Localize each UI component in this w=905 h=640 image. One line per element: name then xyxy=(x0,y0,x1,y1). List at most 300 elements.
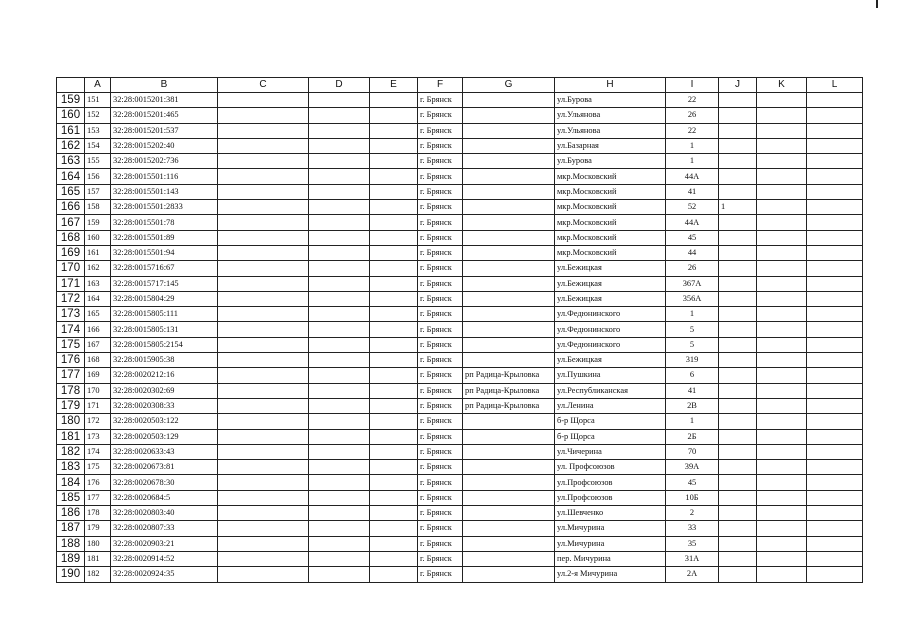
cell-j[interactable] xyxy=(719,291,757,306)
cell-settlement[interactable] xyxy=(463,245,555,260)
cell-e[interactable] xyxy=(370,353,418,368)
cell-k[interactable] xyxy=(757,398,807,413)
cell-city[interactable]: г. Брянск xyxy=(418,169,463,184)
cell-cadastral-number[interactable]: 32:28:0015805:2154 xyxy=(111,337,218,352)
cell-index[interactable]: 165 xyxy=(85,307,111,322)
cell-k[interactable] xyxy=(757,368,807,383)
cell-c[interactable] xyxy=(218,567,309,582)
cell-index[interactable]: 159 xyxy=(85,215,111,230)
cell-d[interactable] xyxy=(309,200,370,215)
cell-e[interactable] xyxy=(370,460,418,475)
cell-cadastral-number[interactable]: 32:28:0020684:5 xyxy=(111,490,218,505)
cell-house-number[interactable]: 52 xyxy=(666,200,719,215)
cell-street[interactable]: ул. Профсоюзов xyxy=(555,460,666,475)
cell-l[interactable] xyxy=(807,460,863,475)
cell-j[interactable] xyxy=(719,444,757,459)
cell-index[interactable]: 180 xyxy=(85,536,111,551)
column-header-e[interactable]: E xyxy=(370,78,418,93)
cell-settlement[interactable] xyxy=(463,444,555,459)
cell-k[interactable] xyxy=(757,444,807,459)
cell-e[interactable] xyxy=(370,551,418,566)
cell-j[interactable] xyxy=(719,261,757,276)
cell-e[interactable] xyxy=(370,261,418,276)
cell-street[interactable]: мкр.Московский xyxy=(555,184,666,199)
cell-c[interactable] xyxy=(218,154,309,169)
cell-c[interactable] xyxy=(218,444,309,459)
column-header-b[interactable]: B xyxy=(111,78,218,93)
cell-l[interactable] xyxy=(807,200,863,215)
cell-city[interactable]: г. Брянск xyxy=(418,368,463,383)
cell-k[interactable] xyxy=(757,184,807,199)
cell-c[interactable] xyxy=(218,521,309,536)
cell-j[interactable] xyxy=(719,506,757,521)
cell-cadastral-number[interactable]: 32:28:0015804:29 xyxy=(111,291,218,306)
cell-c[interactable] xyxy=(218,291,309,306)
cell-cadastral-number[interactable]: 32:28:0015201:465 xyxy=(111,108,218,123)
cell-city[interactable]: г. Брянск xyxy=(418,230,463,245)
cell-d[interactable] xyxy=(309,169,370,184)
cell-j[interactable] xyxy=(719,536,757,551)
cell-k[interactable] xyxy=(757,307,807,322)
cell-house-number[interactable]: 44А xyxy=(666,169,719,184)
cell-cadastral-number[interactable]: 32:28:0020673:81 xyxy=(111,460,218,475)
column-header-c[interactable]: C xyxy=(218,78,309,93)
cell-k[interactable] xyxy=(757,460,807,475)
cell-city[interactable]: г. Брянск xyxy=(418,337,463,352)
row-number-header[interactable]: 185 xyxy=(57,490,85,505)
cell-settlement[interactable] xyxy=(463,337,555,352)
cell-k[interactable] xyxy=(757,138,807,153)
cell-cadastral-number[interactable]: 32:28:0020803:40 xyxy=(111,506,218,521)
row-number-header[interactable]: 159 xyxy=(57,93,85,108)
cell-l[interactable] xyxy=(807,337,863,352)
cell-city[interactable]: г. Брянск xyxy=(418,291,463,306)
cell-city[interactable]: г. Брянск xyxy=(418,506,463,521)
cell-k[interactable] xyxy=(757,490,807,505)
row-number-header[interactable]: 168 xyxy=(57,230,85,245)
cell-street[interactable]: ул.Бурова xyxy=(555,154,666,169)
cell-l[interactable] xyxy=(807,307,863,322)
cell-e[interactable] xyxy=(370,245,418,260)
row-number-header[interactable]: 186 xyxy=(57,506,85,521)
cell-street[interactable]: ул.Мичурина xyxy=(555,536,666,551)
cell-d[interactable] xyxy=(309,245,370,260)
cell-street[interactable]: ул.Бежицкая xyxy=(555,291,666,306)
cell-e[interactable] xyxy=(370,429,418,444)
cell-c[interactable] xyxy=(218,551,309,566)
cell-k[interactable] xyxy=(757,353,807,368)
cell-e[interactable] xyxy=(370,368,418,383)
cell-j[interactable] xyxy=(719,475,757,490)
cell-cadastral-number[interactable]: 32:28:0015501:143 xyxy=(111,184,218,199)
cell-cadastral-number[interactable]: 32:28:0020807:33 xyxy=(111,521,218,536)
cell-house-number[interactable]: 5 xyxy=(666,337,719,352)
cell-k[interactable] xyxy=(757,414,807,429)
cell-index[interactable]: 175 xyxy=(85,460,111,475)
row-number-header[interactable]: 188 xyxy=(57,536,85,551)
cell-street[interactable]: мкр.Московский xyxy=(555,215,666,230)
cell-l[interactable] xyxy=(807,245,863,260)
cell-j[interactable] xyxy=(719,123,757,138)
cell-j[interactable] xyxy=(719,169,757,184)
cell-k[interactable] xyxy=(757,383,807,398)
cell-e[interactable] xyxy=(370,444,418,459)
cell-house-number[interactable]: 5 xyxy=(666,322,719,337)
cell-index[interactable]: 160 xyxy=(85,230,111,245)
cell-e[interactable] xyxy=(370,414,418,429)
cell-house-number[interactable]: 39А xyxy=(666,460,719,475)
cell-index[interactable]: 176 xyxy=(85,475,111,490)
cell-l[interactable] xyxy=(807,551,863,566)
cell-k[interactable] xyxy=(757,291,807,306)
column-header-l[interactable]: L xyxy=(807,78,863,93)
cell-settlement[interactable] xyxy=(463,521,555,536)
cell-house-number[interactable]: 319 xyxy=(666,353,719,368)
cell-cadastral-number[interactable]: 32:28:0020503:129 xyxy=(111,429,218,444)
cell-j[interactable] xyxy=(719,337,757,352)
cell-c[interactable] xyxy=(218,307,309,322)
cell-street[interactable]: ул.Чичерина xyxy=(555,444,666,459)
cell-d[interactable] xyxy=(309,138,370,153)
cell-l[interactable] xyxy=(807,506,863,521)
row-number-header[interactable]: 173 xyxy=(57,307,85,322)
cell-c[interactable] xyxy=(218,138,309,153)
cell-house-number[interactable]: 31А xyxy=(666,551,719,566)
row-number-header[interactable]: 162 xyxy=(57,138,85,153)
cell-d[interactable] xyxy=(309,215,370,230)
cell-street[interactable]: ул.Федюнинского xyxy=(555,322,666,337)
cell-street[interactable]: пер. Мичурина xyxy=(555,551,666,566)
cell-k[interactable] xyxy=(757,276,807,291)
cell-c[interactable] xyxy=(218,123,309,138)
cell-e[interactable] xyxy=(370,154,418,169)
cell-e[interactable] xyxy=(370,108,418,123)
cell-house-number[interactable]: 26 xyxy=(666,108,719,123)
cell-k[interactable] xyxy=(757,551,807,566)
row-number-header[interactable]: 183 xyxy=(57,460,85,475)
cell-city[interactable]: г. Брянск xyxy=(418,551,463,566)
cell-j[interactable] xyxy=(719,215,757,230)
cell-j[interactable] xyxy=(719,93,757,108)
cell-l[interactable] xyxy=(807,215,863,230)
cell-d[interactable] xyxy=(309,276,370,291)
cell-city[interactable]: г. Брянск xyxy=(418,444,463,459)
cell-house-number[interactable]: 41 xyxy=(666,184,719,199)
cell-d[interactable] xyxy=(309,322,370,337)
cell-index[interactable]: 174 xyxy=(85,444,111,459)
cell-c[interactable] xyxy=(218,398,309,413)
cell-l[interactable] xyxy=(807,123,863,138)
cell-street[interactable]: ул.Бежицкая xyxy=(555,261,666,276)
column-header-f[interactable]: F xyxy=(418,78,463,93)
cell-street[interactable]: мкр.Московский xyxy=(555,200,666,215)
cell-l[interactable] xyxy=(807,521,863,536)
cell-index[interactable]: 157 xyxy=(85,184,111,199)
cell-d[interactable] xyxy=(309,383,370,398)
cell-street[interactable]: б-р Щорса xyxy=(555,429,666,444)
cell-index[interactable]: 162 xyxy=(85,261,111,276)
cell-cadastral-number[interactable]: 32:28:0015805:131 xyxy=(111,322,218,337)
cell-cadastral-number[interactable]: 32:28:0015501:2833 xyxy=(111,200,218,215)
cell-d[interactable] xyxy=(309,521,370,536)
cell-e[interactable] xyxy=(370,398,418,413)
cell-cadastral-number[interactable]: 32:28:0020503:122 xyxy=(111,414,218,429)
column-header-h[interactable]: H xyxy=(555,78,666,93)
cell-settlement[interactable] xyxy=(463,169,555,184)
cell-l[interactable] xyxy=(807,138,863,153)
cell-index[interactable]: 164 xyxy=(85,291,111,306)
cell-settlement[interactable]: рп Радица-Крыловка xyxy=(463,383,555,398)
cell-d[interactable] xyxy=(309,460,370,475)
cell-house-number[interactable]: 45 xyxy=(666,475,719,490)
cell-cadastral-number[interactable]: 32:28:0020678:30 xyxy=(111,475,218,490)
cell-street[interactable]: ул.Бурова xyxy=(555,93,666,108)
cell-e[interactable] xyxy=(370,230,418,245)
cell-l[interactable] xyxy=(807,567,863,582)
cell-j[interactable]: 1 xyxy=(719,200,757,215)
cell-cadastral-number[interactable]: 32:28:0020914:52 xyxy=(111,551,218,566)
cell-j[interactable] xyxy=(719,322,757,337)
cell-c[interactable] xyxy=(218,184,309,199)
cell-j[interactable] xyxy=(719,368,757,383)
cell-street[interactable]: ул.Базарная xyxy=(555,138,666,153)
cell-street[interactable]: ул.Профсоюзов xyxy=(555,490,666,505)
cell-city[interactable]: г. Брянск xyxy=(418,383,463,398)
cell-city[interactable]: г. Брянск xyxy=(418,307,463,322)
cell-settlement[interactable]: рп Радица-Крыловка xyxy=(463,398,555,413)
cell-c[interactable] xyxy=(218,200,309,215)
cell-d[interactable] xyxy=(309,184,370,199)
cell-city[interactable]: г. Брянск xyxy=(418,184,463,199)
cell-cadastral-number[interactable]: 32:28:0015202:736 xyxy=(111,154,218,169)
cell-index[interactable]: 177 xyxy=(85,490,111,505)
cell-index[interactable]: 151 xyxy=(85,93,111,108)
cell-e[interactable] xyxy=(370,138,418,153)
cell-e[interactable] xyxy=(370,383,418,398)
row-number-header[interactable]: 170 xyxy=(57,261,85,276)
cell-j[interactable] xyxy=(719,429,757,444)
cell-c[interactable] xyxy=(218,368,309,383)
cell-house-number[interactable]: 26 xyxy=(666,261,719,276)
cell-d[interactable] xyxy=(309,567,370,582)
cell-j[interactable] xyxy=(719,521,757,536)
cell-cadastral-number[interactable]: 32:28:0015501:78 xyxy=(111,215,218,230)
cell-j[interactable] xyxy=(719,108,757,123)
cell-l[interactable] xyxy=(807,230,863,245)
cell-street[interactable]: ул.Ленина xyxy=(555,398,666,413)
cell-e[interactable] xyxy=(370,276,418,291)
cell-index[interactable]: 178 xyxy=(85,506,111,521)
cell-city[interactable]: г. Брянск xyxy=(418,215,463,230)
row-number-header[interactable]: 182 xyxy=(57,444,85,459)
cell-j[interactable] xyxy=(719,398,757,413)
cell-city[interactable]: г. Брянск xyxy=(418,276,463,291)
cell-d[interactable] xyxy=(309,337,370,352)
cell-settlement[interactable] xyxy=(463,230,555,245)
cell-city[interactable]: г. Брянск xyxy=(418,521,463,536)
cell-settlement[interactable] xyxy=(463,276,555,291)
cell-e[interactable] xyxy=(370,521,418,536)
cell-d[interactable] xyxy=(309,490,370,505)
cell-k[interactable] xyxy=(757,93,807,108)
cell-house-number[interactable]: 41 xyxy=(666,383,719,398)
cell-index[interactable]: 182 xyxy=(85,567,111,582)
cell-index[interactable]: 152 xyxy=(85,108,111,123)
cell-l[interactable] xyxy=(807,383,863,398)
cell-j[interactable] xyxy=(719,460,757,475)
cell-c[interactable] xyxy=(218,322,309,337)
cell-k[interactable] xyxy=(757,215,807,230)
cell-d[interactable] xyxy=(309,93,370,108)
cell-settlement[interactable] xyxy=(463,108,555,123)
cell-j[interactable] xyxy=(719,154,757,169)
cell-street[interactable]: ул.Бежицкая xyxy=(555,353,666,368)
cell-e[interactable] xyxy=(370,215,418,230)
cell-city[interactable]: г. Брянск xyxy=(418,123,463,138)
cell-settlement[interactable] xyxy=(463,551,555,566)
cell-l[interactable] xyxy=(807,414,863,429)
cell-l[interactable] xyxy=(807,444,863,459)
cell-j[interactable] xyxy=(719,353,757,368)
cell-d[interactable] xyxy=(309,398,370,413)
cell-index[interactable]: 171 xyxy=(85,398,111,413)
cell-d[interactable] xyxy=(309,291,370,306)
cell-cadastral-number[interactable]: 32:28:0020633:43 xyxy=(111,444,218,459)
cell-e[interactable] xyxy=(370,506,418,521)
cell-d[interactable] xyxy=(309,230,370,245)
row-number-header[interactable]: 174 xyxy=(57,322,85,337)
cell-street[interactable]: ул.Федюнинского xyxy=(555,307,666,322)
cell-settlement[interactable] xyxy=(463,123,555,138)
cell-j[interactable] xyxy=(719,307,757,322)
column-header-i[interactable]: I xyxy=(666,78,719,93)
cell-street[interactable]: ул.Бежицкая xyxy=(555,276,666,291)
cell-city[interactable]: г. Брянск xyxy=(418,414,463,429)
cell-j[interactable] xyxy=(719,551,757,566)
cell-settlement[interactable] xyxy=(463,291,555,306)
cell-index[interactable]: 155 xyxy=(85,154,111,169)
cell-c[interactable] xyxy=(218,337,309,352)
cell-cadastral-number[interactable]: 32:28:0015717:145 xyxy=(111,276,218,291)
cell-cadastral-number[interactable]: 32:28:0020924:35 xyxy=(111,567,218,582)
cell-city[interactable]: г. Брянск xyxy=(418,245,463,260)
cell-c[interactable] xyxy=(218,383,309,398)
cell-settlement[interactable] xyxy=(463,567,555,582)
cell-index[interactable]: 166 xyxy=(85,322,111,337)
cell-settlement[interactable] xyxy=(463,475,555,490)
cell-settlement[interactable] xyxy=(463,536,555,551)
cell-house-number[interactable]: 356А xyxy=(666,291,719,306)
cell-city[interactable]: г. Брянск xyxy=(418,567,463,582)
cell-c[interactable] xyxy=(218,536,309,551)
cell-j[interactable] xyxy=(719,184,757,199)
cell-house-number[interactable]: 10Б xyxy=(666,490,719,505)
cell-house-number[interactable]: 1 xyxy=(666,154,719,169)
cell-house-number[interactable]: 33 xyxy=(666,521,719,536)
row-number-header[interactable]: 184 xyxy=(57,475,85,490)
cell-settlement[interactable] xyxy=(463,154,555,169)
cell-index[interactable]: 156 xyxy=(85,169,111,184)
column-header-d[interactable]: D xyxy=(309,78,370,93)
cell-city[interactable]: г. Брянск xyxy=(418,154,463,169)
cell-index[interactable]: 169 xyxy=(85,368,111,383)
cell-settlement[interactable] xyxy=(463,93,555,108)
row-number-header[interactable]: 179 xyxy=(57,398,85,413)
cell-c[interactable] xyxy=(218,506,309,521)
cell-l[interactable] xyxy=(807,490,863,505)
cell-settlement[interactable] xyxy=(463,215,555,230)
cell-e[interactable] xyxy=(370,322,418,337)
cell-city[interactable]: г. Брянск xyxy=(418,200,463,215)
cell-l[interactable] xyxy=(807,108,863,123)
cell-house-number[interactable]: 2В xyxy=(666,398,719,413)
cell-cadastral-number[interactable]: 32:28:0015501:116 xyxy=(111,169,218,184)
cell-index[interactable]: 170 xyxy=(85,383,111,398)
cell-e[interactable] xyxy=(370,184,418,199)
cell-settlement[interactable] xyxy=(463,506,555,521)
cell-d[interactable] xyxy=(309,444,370,459)
cell-k[interactable] xyxy=(757,169,807,184)
cell-k[interactable] xyxy=(757,506,807,521)
row-number-header[interactable]: 181 xyxy=(57,429,85,444)
cell-k[interactable] xyxy=(757,230,807,245)
cell-c[interactable] xyxy=(218,215,309,230)
cell-settlement[interactable] xyxy=(463,200,555,215)
cell-street[interactable]: ул.Ульянова xyxy=(555,123,666,138)
cell-k[interactable] xyxy=(757,475,807,490)
cell-j[interactable] xyxy=(719,276,757,291)
cell-city[interactable]: г. Брянск xyxy=(418,93,463,108)
cell-d[interactable] xyxy=(309,368,370,383)
cell-house-number[interactable]: 2Б xyxy=(666,429,719,444)
cell-house-number[interactable]: 1 xyxy=(666,414,719,429)
cell-street[interactable]: ул.Шевченко xyxy=(555,506,666,521)
cell-e[interactable] xyxy=(370,307,418,322)
row-number-header[interactable]: 165 xyxy=(57,184,85,199)
cell-settlement[interactable]: рп Радица-Крыловка xyxy=(463,368,555,383)
cell-house-number[interactable]: 22 xyxy=(666,123,719,138)
cell-index[interactable]: 179 xyxy=(85,521,111,536)
cell-settlement[interactable] xyxy=(463,353,555,368)
cell-street[interactable]: ул.Республиканская xyxy=(555,383,666,398)
cell-c[interactable] xyxy=(218,460,309,475)
cell-e[interactable] xyxy=(370,490,418,505)
cell-l[interactable] xyxy=(807,93,863,108)
cell-house-number[interactable]: 367А xyxy=(666,276,719,291)
cell-j[interactable] xyxy=(719,567,757,582)
cell-city[interactable]: г. Брянск xyxy=(418,261,463,276)
cell-index[interactable]: 167 xyxy=(85,337,111,352)
cell-house-number[interactable]: 45 xyxy=(666,230,719,245)
cell-cadastral-number[interactable]: 32:28:0015716:67 xyxy=(111,261,218,276)
cell-k[interactable] xyxy=(757,429,807,444)
cell-cadastral-number[interactable]: 32:28:0020212:16 xyxy=(111,368,218,383)
cell-k[interactable] xyxy=(757,261,807,276)
cell-index[interactable]: 153 xyxy=(85,123,111,138)
cell-street[interactable]: ул.Профсоюзов xyxy=(555,475,666,490)
cell-l[interactable] xyxy=(807,475,863,490)
row-number-header[interactable]: 189 xyxy=(57,551,85,566)
cell-city[interactable]: г. Брянск xyxy=(418,322,463,337)
cell-c[interactable] xyxy=(218,429,309,444)
cell-c[interactable] xyxy=(218,245,309,260)
cell-settlement[interactable] xyxy=(463,307,555,322)
cell-index[interactable]: 168 xyxy=(85,353,111,368)
row-number-header[interactable]: 180 xyxy=(57,414,85,429)
row-number-header[interactable]: 169 xyxy=(57,245,85,260)
cell-j[interactable] xyxy=(719,245,757,260)
cell-e[interactable] xyxy=(370,567,418,582)
